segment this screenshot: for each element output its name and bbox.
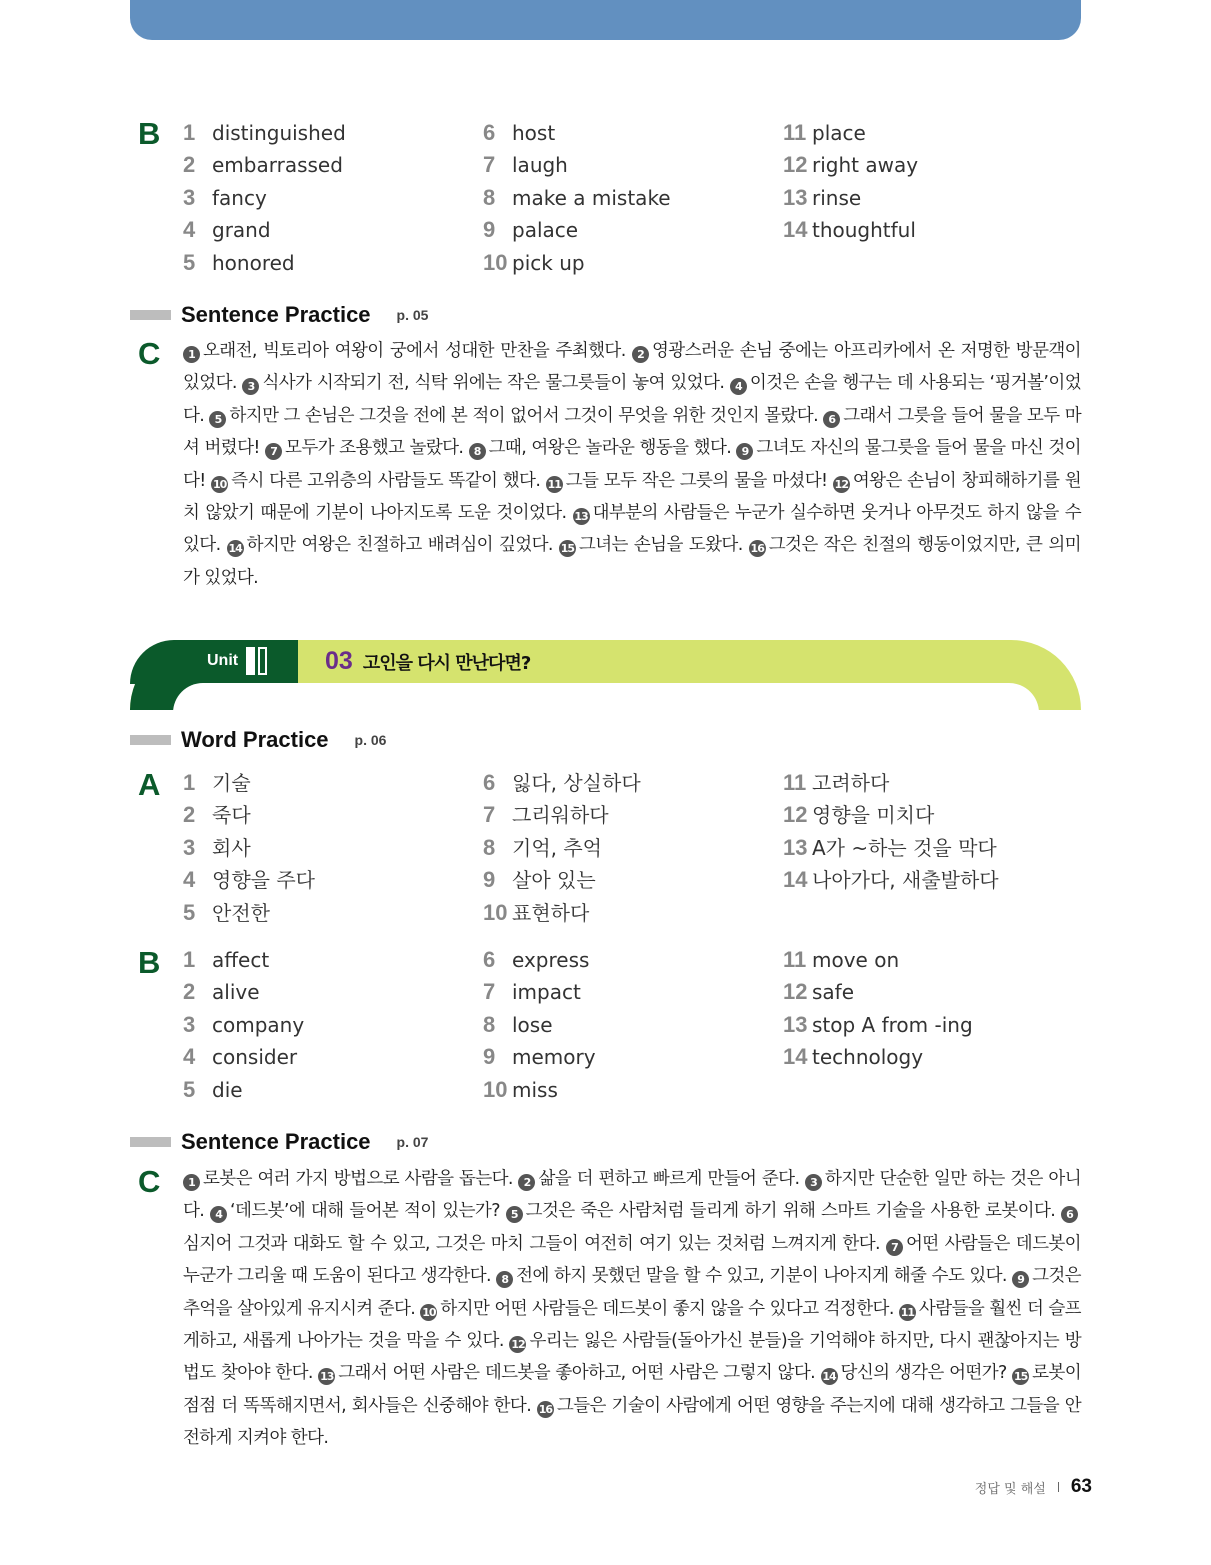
item-number: 3 [183, 834, 196, 860]
word-text: die [212, 1077, 243, 1102]
word-item [483, 832, 641, 864]
word-text: consider [212, 1045, 298, 1070]
sentence-number-icon: 4 [210, 1206, 227, 1223]
sentence-number-icon: 14 [228, 542, 242, 556]
word-text: 회사 [212, 835, 251, 860]
word-text: thoughtful [812, 218, 916, 243]
word-text: rinse [812, 185, 862, 210]
word-item [783, 976, 973, 1008]
word-column [783, 767, 999, 897]
sentence-number-icon: 11 [547, 477, 561, 491]
section-title: Sentence Practice [181, 302, 371, 327]
word-item [483, 247, 671, 279]
word-text: pick up [512, 250, 585, 275]
page-reference: p. 05 [396, 307, 429, 323]
word-item [183, 832, 315, 864]
word-item [783, 1009, 973, 1041]
word-text: place [812, 121, 866, 145]
item-number: 5 [183, 1076, 196, 1102]
item-number: 2 [183, 979, 196, 1005]
sentence-number-icon: 3 [805, 1174, 822, 1191]
item-number: 1 [183, 947, 196, 972]
sentence-text: 우리는 잃은 사람들(돌아가신 분들)을 기억해야 하지만, 다시 괜찮아지는 방법도 찾아야 한다. [183, 1331, 1081, 1384]
word-text: 고려하다 [812, 771, 890, 795]
item-number: 6 [483, 947, 496, 972]
item-number: 13 [783, 1011, 808, 1037]
lesson-heading [325, 647, 530, 676]
item-number: 8 [483, 1011, 496, 1037]
word-item [783, 832, 999, 864]
word-column [483, 117, 671, 279]
item-number: 14 [783, 217, 808, 243]
word-column [783, 117, 918, 247]
item-number: 1 [183, 770, 196, 795]
sentence-text: 그들은 기술이 사람에게 어떤 영향을 주는지에 대해 생각하고 그들을 안전하게 지켜야 한다. [183, 1395, 1081, 1449]
word-item [183, 149, 346, 181]
word-text: 그리워하다 [512, 803, 609, 828]
word-item [183, 799, 315, 831]
item-number: 4 [183, 867, 196, 893]
unit-banner [130, 640, 1081, 710]
word-text: lose [512, 1012, 553, 1037]
sentence-number-icon: 8 [496, 1271, 513, 1288]
item-number: 8 [483, 184, 496, 210]
word-text: embarrassed [212, 153, 343, 178]
word-column [483, 767, 641, 929]
word-text: 기억, 추억 [512, 835, 602, 860]
sentence-text: 그녀도 자신의 물그릇을 들어 물을 마신 것이다! [183, 438, 1081, 491]
sentence-text: 그것은 죽은 사람처럼 들리게 하기 위해 스마트 기술을 사용한 로봇이다. [525, 1201, 1056, 1222]
sentence-number-icon: 1 [183, 1174, 200, 1191]
sentence-text: 그래서 그릇을 들어 물을 모두 마셔 버렸다! [183, 405, 1082, 459]
sentence-text: 당신의 생각은 어떤가? [840, 1363, 1007, 1384]
sentence-text: 식사가 시작되기 전, 식탁 위에는 작은 물그릇들이 놓여 있었다. [262, 373, 725, 394]
word-column [183, 117, 346, 279]
item-number: 4 [183, 217, 196, 243]
sentence-number-icon: 16 [538, 1402, 553, 1416]
sentence-text: 로봇은 여러 가지 방법으로 사람을 돕는다. [203, 1169, 513, 1189]
sentence-number-icon: 10 [212, 477, 227, 491]
word-item [783, 182, 918, 214]
sentence-number-icon: 9 [1012, 1271, 1029, 1288]
exercise-a-label: A [138, 767, 161, 802]
sentence-number-icon: 5 [209, 411, 226, 428]
item-number: 7 [483, 152, 496, 178]
sentence-text: 즉시 다른 고위층의 사람들도 똑같이 했다. [231, 470, 541, 491]
sentence-text: 하지만 여왕은 친절하고 배려심이 깊었다. [246, 535, 553, 556]
sentence-number-icon: 12 [511, 1338, 525, 1352]
word-text: move on [812, 948, 900, 972]
word-item [783, 864, 999, 896]
item-number: 9 [483, 1044, 496, 1070]
item-number: 14 [783, 1044, 808, 1070]
sentence-text: 하지만 그 손님은 그것을 전에 본 적이 없어서 그것이 무엇을 위한 것인지 몰랐다. [229, 405, 819, 426]
word-text: stop A from -ing [812, 1012, 973, 1037]
item-number: 7 [483, 979, 496, 1005]
sentence-text: 이것은 손을 헹구는 데 사용되는 ‘핑거볼’이었다. [183, 373, 1081, 426]
sentence-text: 그래서 어떤 사람은 데드봇을 좋아하고, 어떤 사람은 그렇지 않다. [338, 1363, 816, 1384]
unit-number-roman-icon [246, 647, 267, 675]
sentence-text: 심지어 그것과 대화도 할 수 있고, 그것은 마치 그들이 여전히 여기 있는 것처럼 느껴지게 한다. [183, 1233, 880, 1254]
item-number: 1 [183, 120, 196, 145]
word-text: 잃다, 상실하다 [512, 771, 641, 795]
item-number: 7 [483, 802, 496, 828]
word-item [183, 1009, 304, 1041]
sentence-text: 삶을 더 편하고 빠르게 만들어 준다. [538, 1169, 800, 1189]
sentence-number-icon: 9 [736, 443, 753, 460]
word-item [183, 1074, 304, 1106]
exercise-c-label-2: C [138, 1164, 161, 1199]
item-number: 6 [483, 120, 496, 145]
sentence-number-icon: 4 [730, 378, 747, 395]
word-text: 기술 [212, 771, 251, 795]
sentence-text: 어떤 사람들은 데드봇이 누군가 그리울 때 도움이 된다고 생각한다. [183, 1233, 1081, 1287]
sentence-text: 오래전, 빅토리아 여왕이 궁에서 성대한 만찬을 주최했다. [203, 341, 626, 361]
word-column [783, 944, 973, 1074]
sentence-number-icon: 2 [632, 346, 649, 363]
footer-section-label: 정답 및 해설 [974, 1481, 1046, 1497]
item-number: 10 [483, 899, 508, 925]
word-text: make a mistake [512, 185, 671, 210]
word-column [183, 767, 315, 929]
sentence-number-icon: 2 [518, 1174, 535, 1191]
word-item [783, 214, 918, 246]
sentence-text: 전에 하지 못했던 말을 할 수 있고, 기분이 나아지게 해줄 수도 있다. [516, 1266, 1007, 1287]
word-item [483, 799, 641, 831]
exercise-c-label: C [138, 336, 161, 371]
word-text: 영향을 주다 [212, 868, 315, 893]
item-number: 2 [183, 152, 196, 178]
word-item [783, 799, 999, 831]
sentence-text: 하지만 단순한 일만 하는 것은 아니다. [183, 1169, 1082, 1222]
word-text: fancy [212, 185, 267, 210]
word-item [183, 976, 304, 1008]
sentence-text: 영광스러운 손님 중에는 아프리카에서 온 저명한 방문객이 있었다. [183, 341, 1081, 394]
sentence-number-icon: 15 [1013, 1370, 1028, 1384]
item-number: 10 [483, 249, 508, 275]
item-number: 11 [783, 120, 807, 145]
item-number: 12 [783, 979, 808, 1005]
item-number: 5 [183, 249, 196, 275]
item-number: 11 [783, 947, 807, 972]
word-text: 표현하다 [512, 900, 590, 925]
item-number: 4 [183, 1044, 196, 1070]
translation-paragraph-1 [183, 335, 1081, 594]
sentence-number-icon: 13 [574, 510, 588, 524]
word-item [183, 944, 304, 976]
item-number: 9 [483, 217, 496, 243]
sentence-text: ‘데드봇’에 대해 들어본 적이 있는가? [230, 1201, 500, 1222]
word-text: memory [512, 1045, 596, 1070]
word-text: right away [812, 153, 919, 178]
page-reference: p. 07 [396, 1134, 429, 1150]
word-column [183, 944, 304, 1106]
word-text: palace [512, 218, 579, 243]
item-number: 11 [783, 770, 807, 795]
word-item [183, 1041, 304, 1073]
word-text: company [212, 1012, 305, 1037]
word-item [483, 864, 641, 896]
sentence-number-icon: 11 [900, 1305, 915, 1319]
sentence-text: 대부분의 사람들은 누군가 실수하면 웃거나 아무것도 하지 않을 수 있다. [183, 503, 1081, 556]
word-text: A가 ~하는 것을 막다 [812, 835, 997, 860]
word-item [783, 944, 973, 976]
sentence-number-icon: 6 [1061, 1206, 1078, 1223]
sentence-number-icon: 14 [822, 1370, 836, 1384]
sentence-number-icon: 16 [750, 542, 764, 556]
sentence-text: 그것은 작은 친절의 행동이었지만, 큰 의미가 있었다. [183, 535, 1081, 588]
sentence-text: 그것은 추억을 살아있게 유지시켜 준다. [183, 1266, 1081, 1319]
lesson-title: 고인을 다시 만난다면? [362, 652, 531, 674]
translation-paragraph-2 [183, 1163, 1081, 1455]
word-item [483, 1041, 596, 1073]
header-bar-decoration [130, 310, 171, 320]
word-text: distinguished [212, 121, 346, 145]
item-number: 10 [483, 1076, 508, 1102]
page-number: 63 [1070, 1476, 1092, 1497]
word-text: express [512, 948, 590, 972]
item-number: 2 [183, 802, 196, 828]
word-item [483, 897, 641, 929]
sentence-number-icon: 10 [422, 1305, 436, 1319]
word-item [183, 117, 346, 149]
word-item [183, 864, 315, 896]
unit-text: Unit [207, 652, 239, 669]
sentence-practice-header-2 [130, 1127, 428, 1157]
item-number: 3 [183, 184, 196, 210]
header-bar-decoration [130, 735, 171, 745]
word-item [483, 1074, 596, 1106]
item-number: 5 [183, 899, 196, 925]
sentence-number-icon: 6 [823, 411, 840, 428]
sentence-number-icon: 3 [242, 378, 259, 395]
word-text: honored [212, 250, 295, 275]
word-text: 죽다 [212, 803, 251, 828]
word-text: miss [512, 1077, 558, 1102]
word-text: 나아가다, 새출발하다 [812, 868, 999, 893]
sentence-number-icon: 1 [183, 346, 200, 363]
sentence-number-icon: 7 [886, 1239, 903, 1256]
word-text: impact [512, 980, 581, 1005]
sentence-text: 그들 모두 작은 그릇의 물을 마셨다! [565, 470, 828, 491]
exercise-b-label: B [138, 116, 161, 151]
sentence-number-icon: 5 [506, 1206, 523, 1223]
lesson-number: 03 [325, 647, 353, 675]
item-number: 12 [783, 152, 808, 178]
word-practice-header [130, 725, 386, 755]
word-text: grand [212, 218, 271, 243]
word-item [783, 1041, 973, 1073]
exercise-b-label-2: B [138, 945, 161, 980]
item-number: 13 [783, 184, 808, 210]
sentence-text: 모두가 조용했고 놀랐다. [285, 438, 464, 459]
word-item [783, 767, 999, 799]
word-text: 살아 있는 [512, 868, 596, 893]
word-item [483, 214, 671, 246]
page-reference: p. 06 [354, 732, 387, 748]
footer-divider [1058, 1482, 1059, 1492]
item-number: 9 [483, 867, 496, 893]
sentence-number-icon: 13 [320, 1370, 334, 1384]
word-item [183, 767, 315, 799]
top-header-bar [130, 0, 1081, 40]
item-number: 6 [483, 770, 496, 795]
word-text: 안전한 [212, 900, 270, 925]
sentence-text: 로봇이 점점 더 똑똑해지면서, 회사들은 신중해야 한다. [183, 1363, 1082, 1416]
word-item [783, 149, 918, 181]
sentence-number-icon: 12 [834, 477, 848, 491]
word-text: 영향을 미치다 [812, 803, 935, 828]
word-text: affect [212, 948, 270, 972]
word-text: laugh [512, 153, 568, 178]
item-number: 12 [783, 802, 808, 828]
word-item [183, 214, 346, 246]
section-title: Sentence Practice [181, 1129, 371, 1154]
word-item [483, 1009, 596, 1041]
word-item [483, 944, 596, 976]
word-item [483, 117, 671, 149]
word-text: host [512, 121, 556, 145]
sentence-text: 그녀는 손님을 도왔다. [578, 535, 743, 556]
sentence-number-icon: 8 [469, 443, 486, 460]
word-item [483, 149, 671, 181]
word-text: alive [212, 980, 260, 1005]
word-item [183, 182, 346, 214]
word-item [183, 247, 346, 279]
sentence-number-icon: 15 [560, 542, 575, 556]
word-column [483, 944, 596, 1106]
sentence-number-icon: 7 [265, 443, 282, 460]
sentence-text: 여왕은 손님이 창피해하기를 원치 않았기 때문에 기분이 나아지도록 도운 것이었다. [183, 470, 1081, 524]
unit-label [207, 647, 267, 675]
item-number: 13 [783, 834, 808, 860]
word-text: technology [812, 1045, 924, 1070]
sentence-practice-header-1 [130, 300, 428, 330]
word-item [483, 976, 596, 1008]
sentence-text: 하지만 어떤 사람들은 데드봇이 좋지 않을 수 있다고 걱정한다. [440, 1298, 894, 1319]
word-item [183, 897, 315, 929]
page-footer [975, 1476, 1092, 1498]
item-number: 14 [783, 867, 808, 893]
word-item [483, 767, 641, 799]
word-text: safe [812, 980, 855, 1005]
sentence-text: 사람들을 훨씬 더 슬프게하고, 새롭게 나아가는 것을 막을 수 있다. [183, 1298, 1081, 1352]
item-number: 3 [183, 1011, 196, 1037]
header-bar-decoration [130, 1137, 171, 1147]
word-item [783, 117, 918, 149]
item-number: 8 [483, 834, 496, 860]
section-title: Word Practice [181, 727, 329, 752]
word-item [483, 182, 671, 214]
sentence-text: 그때, 여왕은 놀라운 행동을 했다. [488, 438, 732, 459]
